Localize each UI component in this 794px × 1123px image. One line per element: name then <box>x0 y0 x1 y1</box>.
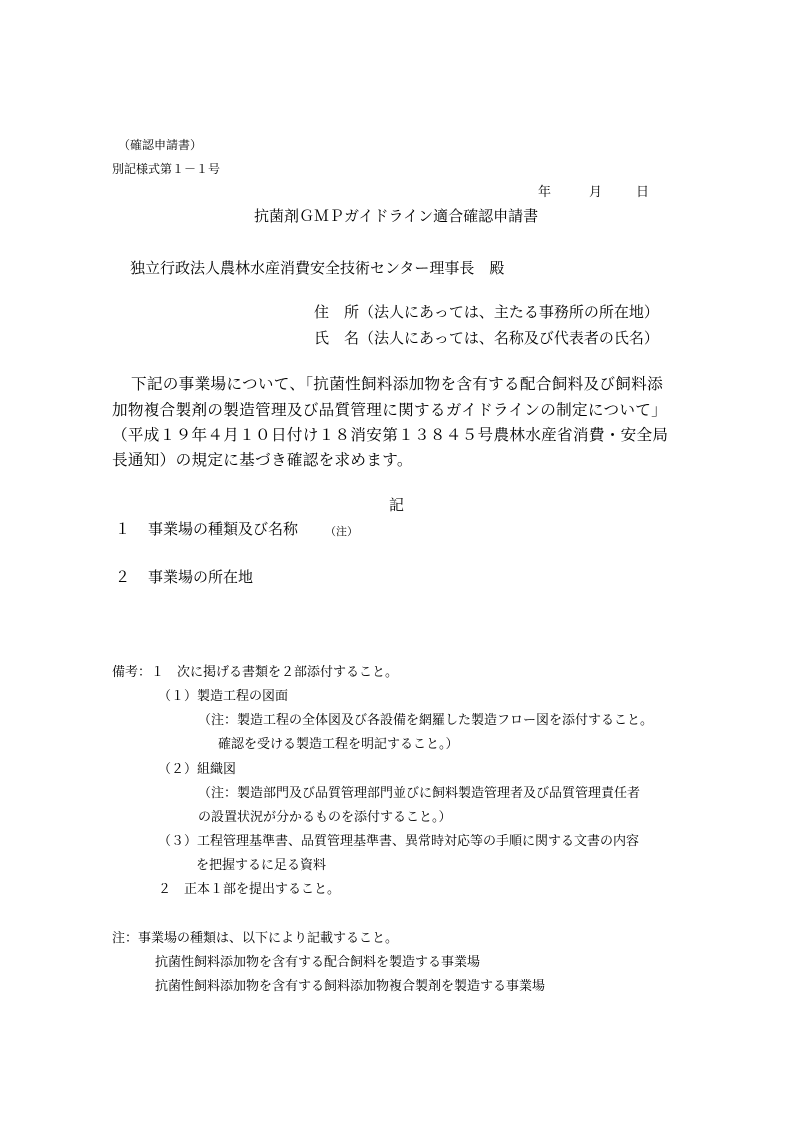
remarks-sub1-note-line2: 確認を受ける製造工程を明記すること。） <box>218 737 459 752</box>
addressee: 独立行政法人農林水産消費安全技術センター理事長 殿 <box>130 259 505 277</box>
item1-number: １ <box>115 520 131 538</box>
form-number: 別記様式第１－１号 <box>112 162 221 176</box>
remarks-sub2-note-line1: （注：製造部門及び品質管理部門並びに飼料製造管理者及び品質管理責任者 <box>198 786 641 801</box>
note-line1: 抗菌性飼料添加物を含有する配合飼料を製造する事業場 <box>155 955 481 970</box>
remarks-sub1-title: （１）製造工程の図面 <box>158 689 289 704</box>
date-day-label: 日 <box>636 185 650 200</box>
ki-heading: 記 <box>389 496 405 514</box>
item1-label: 事業場の種類及び名称 <box>148 520 299 538</box>
item2-number: ２ <box>115 568 131 586</box>
note-intro: 注：事業場の種類は、以下により記載すること。 <box>112 931 399 946</box>
applicant-name-line: 氏 名（法人にあっては、名称及び代表者の氏名） <box>314 329 659 347</box>
body-line-2: 加物複合製剤の製造管理及び品質管理に関するガイドラインの制定について」 <box>112 401 668 419</box>
remarks-sub3-line1: （３）工程管理基準書、品質管理基準書、異常時対応等の手順に関する文書の内容 <box>158 834 640 849</box>
remarks-sub1-note-line1: （注：製造工程の全体図及び各設備を網羅した製造フロー図を添付すること。 <box>198 713 654 728</box>
body-line-1: 下記の事業場について、「抗菌性飼料添加物を含有する配合飼料及び飼料添 <box>131 375 663 393</box>
body-line-4: 長通知）の規定に基づき確認を求めます。 <box>112 451 413 469</box>
document-title: 抗菌剤ＧＭＰガイドライン適合確認申請書 <box>254 207 539 225</box>
item2-label: 事業場の所在地 <box>148 568 254 586</box>
date-year-label: 年 <box>538 185 552 200</box>
item1-note-marker: （注） <box>325 525 358 538</box>
remarks-item2: ２ 正本１部を提出すること。 <box>158 882 341 897</box>
date-month-label: 月 <box>589 185 603 200</box>
body-line-3: （平成１９年４月１０日付け１８消安第１３８４５号農林水産省消費・安全局 <box>112 426 669 444</box>
applicant-address-line: 住 所（法人にあっては、主たる事務所の所在地） <box>314 303 659 321</box>
note-line2: 抗菌性飼料添加物を含有する飼料添加物複合製剤を製造する事業場 <box>155 979 546 994</box>
doc-type-label: （確認申請書） <box>118 138 203 152</box>
remarks-sub2-title: （２）組織図 <box>158 762 237 777</box>
remarks-sub3-line2: を把握するに足る資料 <box>196 858 327 873</box>
remarks-intro: 備考：１ 次に掲げる書類を２部添付すること。 <box>112 665 399 680</box>
remarks-sub2-note-line2: の設置状況が分かるものを添付すること。） <box>198 810 452 825</box>
